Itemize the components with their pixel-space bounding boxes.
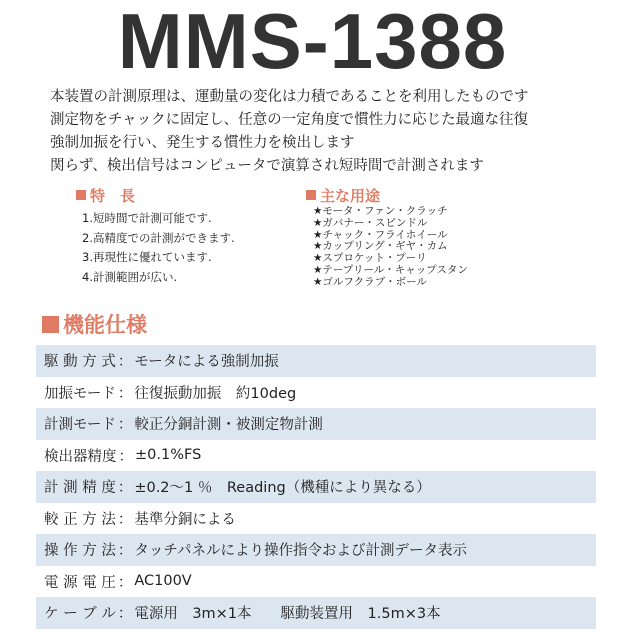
spec-row [36, 377, 596, 409]
spec-separator: ： [118, 448, 133, 465]
spec-separator: ： [117, 543, 133, 560]
feature-item: 3.再現性に優れています. [82, 250, 212, 264]
spec-label: 較 正 方 法 [44, 511, 116, 528]
square-bullet-icon [306, 190, 316, 200]
spec-separator: ： [117, 574, 133, 591]
feature-item: 2.高精度での計測ができます. [82, 230, 235, 245]
spec-label: 計測モード [44, 417, 116, 434]
spec-value: 電源用 3m×1本 駆動装置用 1.5m×3本 [134, 606, 441, 623]
intro-line: 強制加振を行い、発生する慣性力を検出します [50, 135, 355, 151]
intro-paragraph [50, 86, 615, 178]
specs-heading-text: 機能仕様 [63, 313, 147, 337]
feature-item: 4.計測範囲が広い. [82, 269, 178, 284]
features-heading-text: 特 長 [90, 187, 136, 205]
uses-heading [306, 185, 380, 206]
square-bullet-icon [76, 190, 86, 200]
spec-value: AC100V [134, 573, 192, 590]
spec-row [36, 566, 596, 598]
intro-line: 関らず、検出信号はコンピュータで演算され短時間で計測されます [50, 158, 484, 174]
spec-value: 往復振動加振 約10deg [134, 385, 297, 402]
use-item: ★カップリング・ギヤ・カム [313, 240, 448, 253]
product-title: MMS-1388 [117, 0, 508, 85]
spec-row [36, 408, 596, 440]
spec-separator: ： [117, 417, 133, 434]
spec-value: ±0.2〜1 ％ Reading（機種により異なる） [134, 480, 431, 497]
spec-value: タッチパネルにより操作指令および計測データ表示 [134, 543, 467, 560]
spec-row [36, 534, 596, 566]
spec-value: 較正分銅計測・被測定物計測 [134, 417, 323, 434]
use-item: ★ゴルフクラブ・ボール [313, 275, 427, 288]
spec-label: ケ ー ブ ル [44, 606, 116, 623]
spec-label: 駆 動 方 式 [44, 354, 116, 371]
uses-heading-text: 主な用途 [320, 187, 381, 205]
intro-line: 本装置の計測原理は、運動量の変化は力積であることを利用したものです [50, 89, 529, 105]
features-heading [76, 185, 135, 206]
spec-row [36, 440, 596, 472]
use-item: ★モータ・ファン・クラッチ [313, 205, 448, 217]
use-item: ★スプロケット・プーリ [313, 252, 427, 265]
spec-row [36, 503, 596, 535]
spec-table [36, 345, 596, 629]
use-item: ★チャック・フライホイール [313, 228, 448, 241]
spec-separator: ： [117, 480, 133, 497]
spec-label: 加振モード [44, 385, 116, 402]
spec-separator: ： [117, 385, 133, 402]
square-bullet-icon [42, 316, 59, 333]
specs-heading [42, 309, 147, 339]
spec-label: 計 測 精 度 [44, 480, 116, 497]
spec-separator: ： [117, 354, 133, 371]
spec-row [36, 345, 596, 377]
spec-separator: ： [117, 511, 133, 528]
spec-value: 基準分銅による [134, 511, 236, 528]
spec-separator: ： [117, 606, 133, 623]
features-list [82, 209, 235, 287]
feature-item: 1.短時間で計測可能です. [82, 211, 212, 225]
spec-label: 検出器精度 [44, 448, 117, 465]
intro-line: 測定物をチャックに固定し、任意の一定角度で慣性力に応じた最適な往復 [50, 112, 529, 128]
spec-row [36, 597, 596, 629]
spec-label: 電 源 電 圧 [44, 574, 116, 591]
use-item: ★ガバナー・スピンドル [313, 216, 428, 229]
use-item: ★テープリール・キャップスタン [313, 263, 468, 276]
spec-row [36, 471, 596, 503]
spec-value: ±0.1%FS [135, 447, 202, 464]
spec-label: 操 作 方 法 [44, 543, 116, 560]
uses-list [313, 206, 468, 289]
spec-value: モータによる強制加振 [134, 354, 279, 371]
